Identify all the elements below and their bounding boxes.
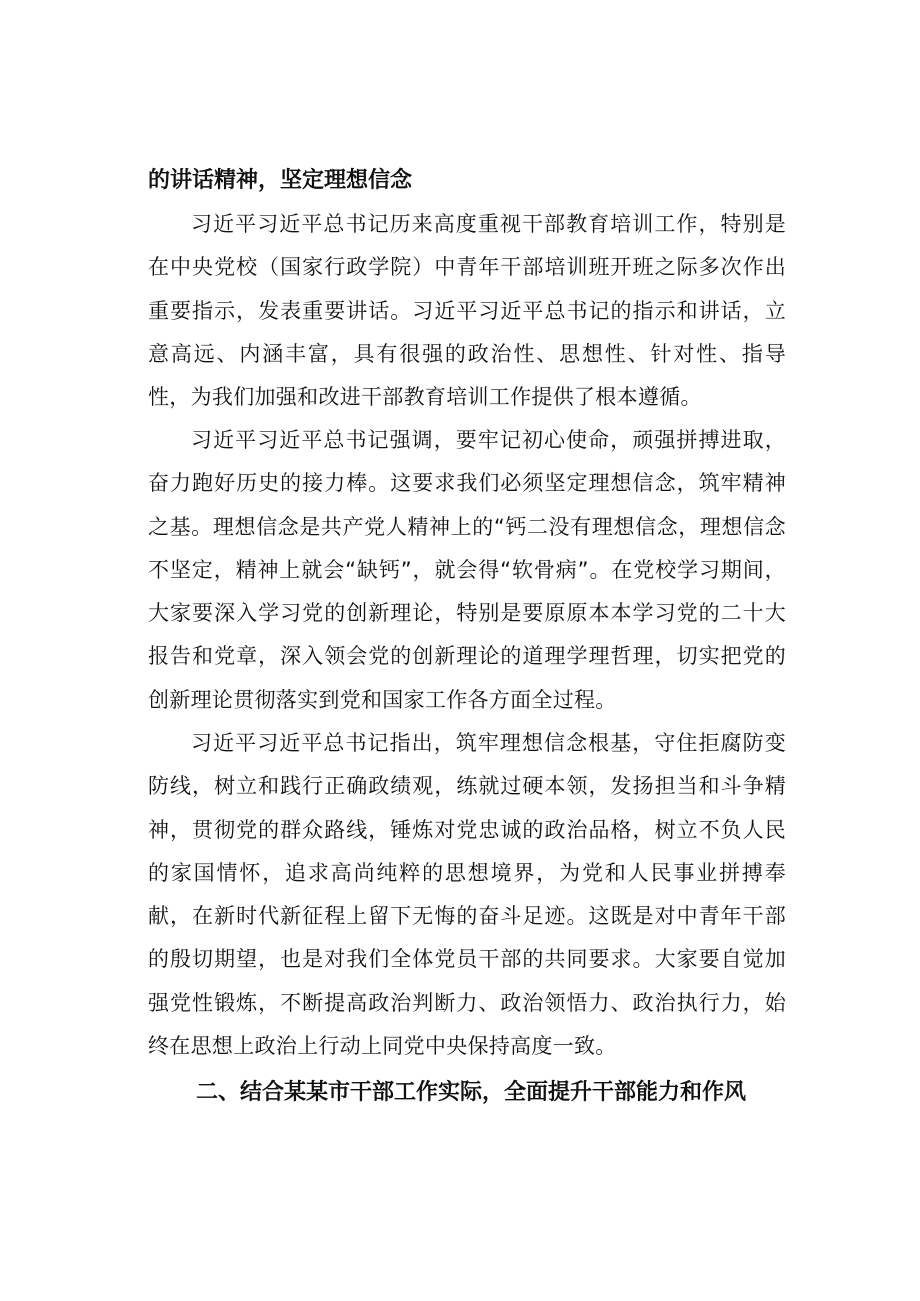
section-heading-continuation: 的讲话精神，坚定理想信念: [148, 168, 413, 193]
section-heading-two: 二、结合某某市干部工作实际，全面提升干部能力和作风: [196, 1080, 747, 1105]
paragraph-3: 习近平习近平总书记指出，筑牢理想信念根基，守住拒腐防变防线，树立和践行正确政绩观，练就过硬本领，发扬担当和斗争精神，贯彻党的群众路线，锤炼对党忠诚的政治品格，树立不负人民的家国情怀，追求高尚纯粹的思想境界，为党和人民事业拼搏奉献，在新时代新征程上留下无悔的奋斗足迹。这既是对中青年干部的殷切期望，也是对我们全体党员干部的共同要求。大家要自觉加强党性锻炼，不断提高政治判断力、政治领悟力、政治执行力，始终在思想上政治上行动上同党中央保持高度一致。: [148, 731, 786, 1059]
paragraph-1: 习近平习近平总书记历来高度重视干部教育培训工作，特别是在中央党校（国家行政学院）中青年干部培训班开班之际多次作出重要指示，发表重要讲话。习近平习近平总书记的指示和讲话，立意高远、内涵丰富，具有很强的政治性、思想性、针对性、指导性，为我们加强和改进干部教育培训工作提供了根本遵循。: [148, 212, 786, 410]
paragraph-2: 习近平习近平总书记强调，要牢记初心使命，顽强拼搏进取，奋力跑好历史的接力棒。这要求我们必须坚定理想信念，筑牢精神之基。理想信念是共产党人精神上的“钙二没有理想信念，理想信念不坚定，精神上就会“缺钙”，就会得“软骨病”。在党校学习期间，大家要深入学习党的创新理论，特别是要原原本本学习党的二十大报告和党章，深入领会党的创新理论的道理学理哲理，切实把党的创新理论贯彻落实到党和国家工作各方面全过程。: [148, 428, 786, 712]
